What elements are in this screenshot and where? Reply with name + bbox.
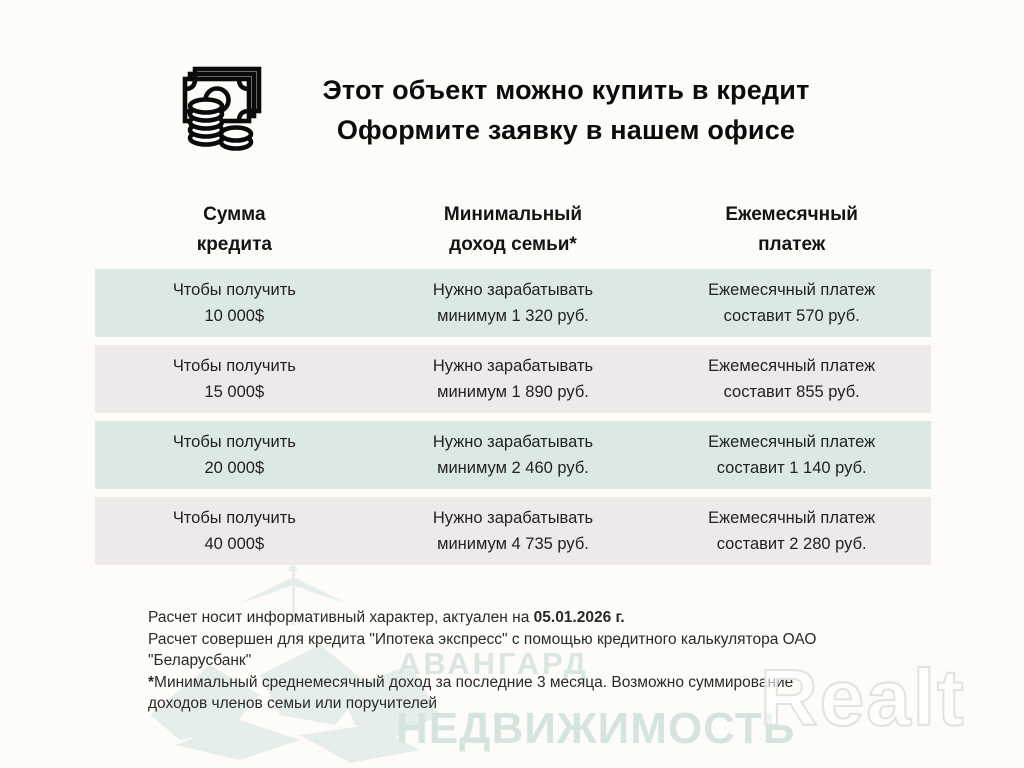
cell-line: Ежемесячный платеж (708, 357, 876, 375)
watermark-realt-logo: Realt (760, 653, 966, 742)
cell-line: Ежемесячный платеж (708, 509, 876, 527)
footnote-calculator: Расчет совершен для кредита "Ипотека экспресс" с помощью кредитного калькулятора ОАО (148, 630, 817, 648)
footnote-validity (148, 607, 908, 629)
cell-loan-amount (95, 277, 374, 329)
table-row (95, 497, 931, 565)
cell-line: составит 570 руб. (723, 307, 860, 325)
cell-line: 20 000$ (204, 459, 265, 477)
cell-line: составит 2 280 руб. (716, 535, 867, 553)
table-row (95, 345, 931, 413)
footnote-income-note-2: доходов членов семьи или поручителей (148, 695, 438, 712)
cell-loan-amount (95, 429, 374, 481)
title-line-2: Оформите заявку в нашем офисе (336, 115, 796, 145)
column-header-line: доход семьи* (449, 234, 577, 255)
watermark-agency-name-2: НЕДВИЖИМОСТЬ (396, 704, 796, 753)
cell-line: Ежемесячный платеж (708, 433, 876, 451)
cell-loan-amount (95, 353, 374, 405)
column-header-line: Ежемесячный (725, 204, 858, 225)
cell-min-income (374, 353, 653, 405)
cell-loan-amount (95, 505, 374, 557)
column-header-line: Минимальный (443, 204, 583, 225)
cell-line: 40 000$ (204, 535, 265, 553)
cell-line: минимум 1 320 руб. (437, 307, 589, 325)
cell-monthly-payment (652, 353, 931, 405)
cell-line: минимум 4 735 руб. (437, 535, 589, 553)
table-row (95, 269, 931, 337)
cell-line: Чтобы получить (172, 357, 296, 375)
cell-min-income (374, 429, 653, 481)
cell-monthly-payment (652, 277, 931, 329)
credit-table (95, 200, 931, 573)
column-header-line: кредита (196, 234, 272, 255)
cell-line: составит 1 140 руб. (716, 459, 867, 477)
cell-line: 10 000$ (204, 307, 265, 325)
cell-min-income (374, 505, 653, 557)
cell-line: минимум 2 460 руб. (437, 459, 589, 477)
column-header-line: платеж (758, 234, 826, 255)
watermark-agency-name: АВАНГАРД (398, 646, 589, 681)
cell-line: Нужно зарабатывать (432, 509, 594, 527)
cell-line: Чтобы получить (172, 509, 296, 527)
cell-monthly-payment (652, 429, 931, 481)
column-header-loan-amount (95, 200, 374, 260)
cell-line: Нужно зарабатывать (432, 357, 594, 375)
cell-line: Ежемесячный платеж (708, 281, 876, 299)
column-header-min-income (374, 200, 653, 260)
table-header-row (95, 200, 931, 260)
cell-line: минимум 1 890 руб. (437, 383, 589, 401)
cell-line: Чтобы получить (172, 281, 296, 299)
column-header-monthly-payment (652, 200, 931, 260)
footnote-asterisk: * (148, 673, 155, 691)
money-banknotes-coins-icon (176, 62, 268, 154)
table-row (95, 421, 931, 489)
cell-monthly-payment (652, 505, 931, 557)
page-title (258, 70, 874, 150)
footnote-date: 05.01.2026 г. (533, 609, 625, 626)
cell-line: Нужно зарабатывать (432, 433, 594, 451)
footnote-text: Минимальный среднемесячный доход за последние 3 месяца. Возможно суммирование (154, 673, 794, 691)
cell-line: Нужно зарабатывать (432, 281, 594, 299)
cell-line: составит 855 руб. (723, 383, 860, 401)
footnote-text: Расчет носит информативный характер, актуален на (148, 609, 534, 626)
cell-line: Чтобы получить (172, 433, 296, 451)
cell-line: 15 000$ (204, 383, 265, 401)
footnote-bank: "Беларусбанк" (148, 652, 252, 669)
column-header-line: Сумма (203, 204, 266, 225)
cell-min-income (374, 277, 653, 329)
title-line-1: Этот объект можно купить в кредит (322, 75, 810, 105)
